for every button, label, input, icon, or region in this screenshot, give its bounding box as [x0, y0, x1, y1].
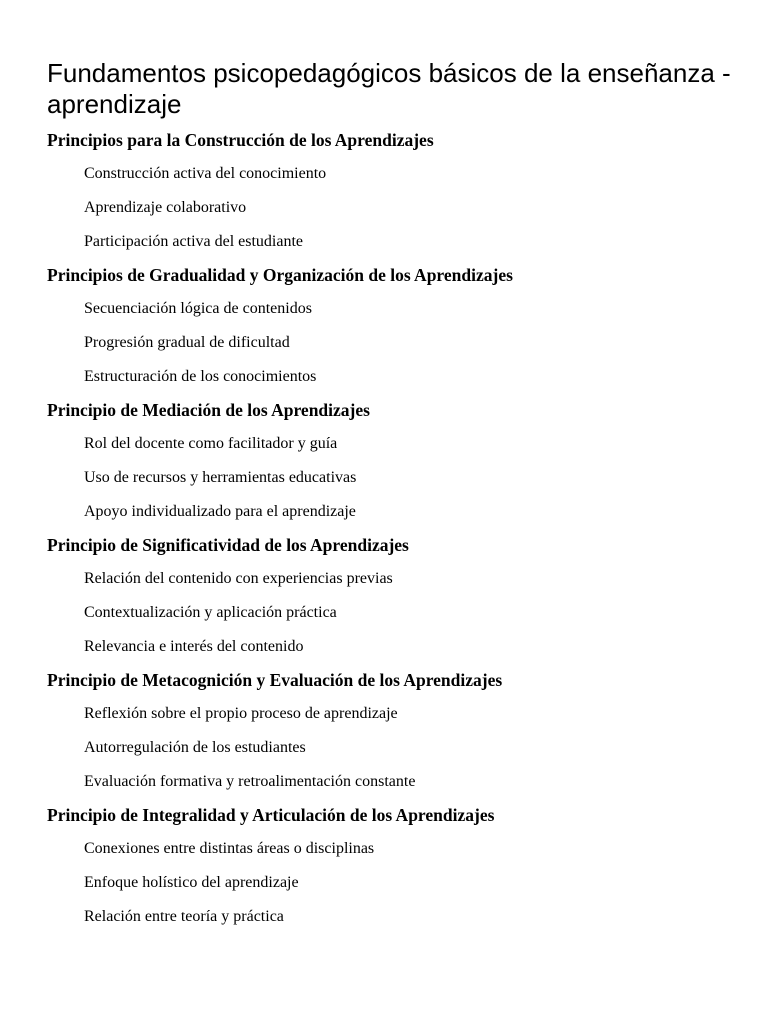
list-item: Aprendizaje colaborativo: [84, 199, 247, 216]
section-mediacion: [47, 399, 747, 522]
section-metacognicion: [47, 669, 747, 792]
list-item: Relación entre teoría y práctica: [84, 908, 284, 925]
section-heading: Principio de Significatividad de los Aprendizajes: [47, 535, 409, 555]
section-heading: Principio de Metacognición y Evaluación de los Aprendizajes: [47, 670, 503, 690]
section-construccion: [47, 129, 747, 252]
list-item: Rol del docente como facilitador y guía: [84, 435, 338, 452]
list-item: Conexiones entre distintas áreas o disciplinas: [84, 840, 375, 857]
list-item: Apoyo individualizado para el aprendizaje: [84, 503, 356, 520]
section-item-list: [47, 299, 747, 387]
list-item: Estructuración de los conocimientos: [84, 368, 317, 385]
list-item: Reflexión sobre el propio proceso de aprendizaje: [84, 705, 398, 722]
section-integralidad: [47, 804, 747, 927]
list-item: Relación del contenido con experiencias previas: [84, 570, 393, 587]
list-item: Contextualización y aplicación práctica: [84, 604, 337, 621]
section-gradualidad: [47, 264, 747, 387]
section-heading: Principios de Gradualidad y Organización de los Aprendizajes: [47, 265, 513, 285]
section-heading: Principios para la Construcción de los Aprendizajes: [47, 130, 434, 150]
page-title: Fundamentos psicopedagógicos básicos de la enseñanza - aprendizaje: [47, 58, 731, 119]
section-item-list: [47, 569, 747, 657]
list-item: Autorregulación de los estudiantes: [84, 739, 306, 756]
section-significatividad: [47, 534, 747, 657]
section-item-list: [47, 704, 747, 792]
list-item: Uso de recursos y herramientas educativas: [84, 469, 357, 486]
list-item: Participación activa del estudiante: [84, 233, 304, 250]
section-heading: Principio de Integralidad y Articulación de los Aprendizajes: [47, 805, 495, 825]
list-item: Evaluación formativa y retroalimentación constante: [84, 773, 416, 790]
list-item: Secuenciación lógica de contenidos: [84, 300, 312, 317]
list-item: Construcción activa del conocimiento: [84, 165, 327, 182]
list-item: Relevancia e interés del contenido: [84, 638, 304, 655]
section-item-list: [47, 164, 747, 252]
section-heading: Principio de Mediación de los Aprendizajes: [47, 400, 370, 420]
section-item-list: [47, 434, 747, 522]
list-item: Progresión gradual de dificultad: [84, 334, 290, 351]
list-item: Enfoque holístico del aprendizaje: [84, 874, 299, 891]
document-page: [47, 58, 747, 939]
section-item-list: [47, 839, 747, 927]
